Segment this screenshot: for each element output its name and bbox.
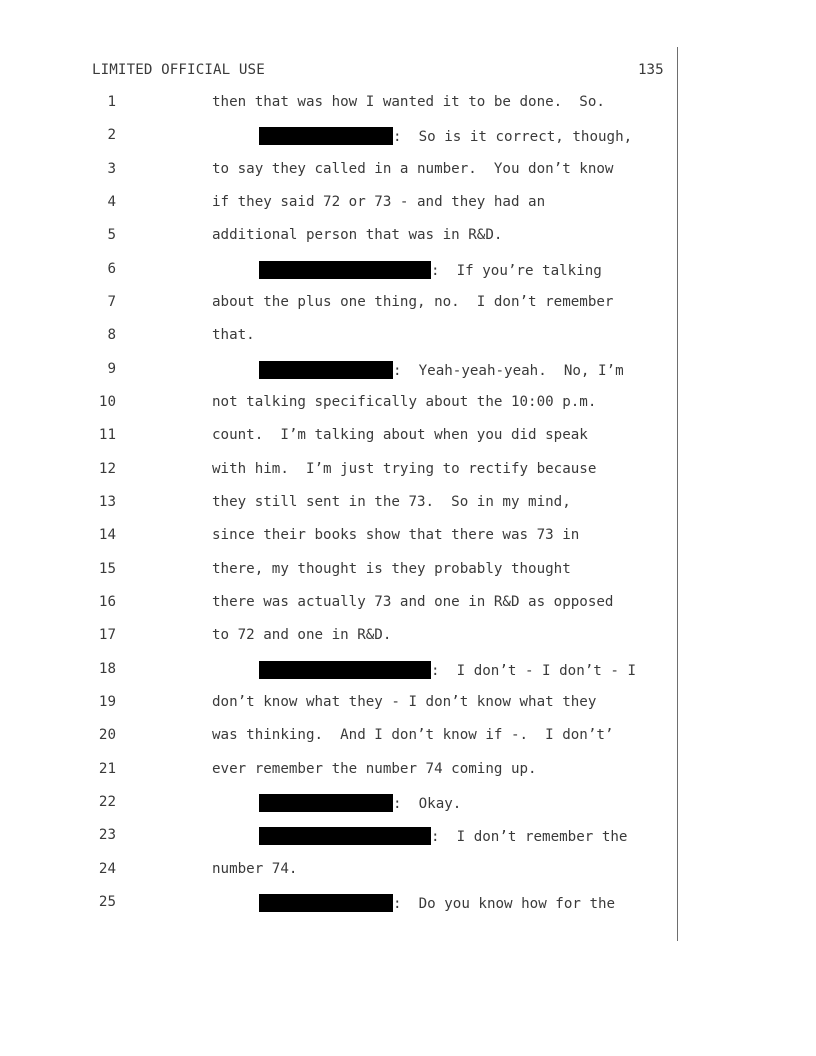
line-number: 15	[98, 560, 116, 577]
redaction-bar	[259, 261, 431, 279]
line-text: : Yeah-yeah-yeah. No, I’m	[393, 362, 624, 379]
line-number: 8	[107, 327, 116, 344]
line-text: that.	[212, 327, 255, 344]
classification-header: LIMITED OFFICIAL USE	[92, 62, 265, 78]
line-text: : If you’re talking	[431, 262, 602, 279]
line-number: 1	[107, 94, 116, 110]
page-number: 135	[638, 62, 664, 78]
transcript-line	[0, 261, 816, 281]
transcript-line	[0, 594, 816, 614]
line-text: about the plus one thing, no. I don’t remember	[212, 293, 614, 310]
line-text: : I don’t remember the	[431, 829, 628, 846]
line-number: 23	[98, 827, 116, 844]
transcript-line	[0, 127, 816, 147]
line-number: 11	[98, 427, 116, 444]
transcript-line	[0, 494, 816, 514]
transcript-line	[0, 827, 816, 847]
transcript-line	[0, 294, 816, 314]
line-number: 20	[98, 727, 116, 744]
line-text: with him. I’m just trying to rectify because	[212, 460, 597, 477]
line-text: to say they called in a number. You don’t know	[212, 160, 614, 177]
transcript-line	[0, 194, 816, 214]
line-text: : I don’t - I don’t - I	[431, 662, 636, 679]
transcript-line	[0, 627, 816, 647]
line-text: : So is it correct, though,	[393, 129, 633, 146]
line-number: 12	[98, 460, 116, 477]
transcript-line	[0, 861, 816, 881]
line-text: don’t know what they - I don’t know what they	[212, 693, 597, 710]
line-text: if they said 72 or 73 - and they had an	[212, 193, 546, 210]
line-number: 21	[98, 760, 116, 777]
line-text: count. I’m talking about when you did speak	[212, 427, 588, 444]
line-text: then that was how I wanted it to be done. So.	[212, 94, 605, 110]
line-text: additional person that was in R&D.	[212, 227, 503, 244]
speaker-line	[259, 261, 602, 279]
line-number: 6	[107, 260, 116, 277]
transcript-line	[0, 761, 816, 781]
redaction-bar	[259, 827, 431, 845]
speaker-line	[259, 661, 636, 679]
line-number: 14	[98, 527, 116, 544]
speaker-line	[259, 827, 627, 845]
transcript-line	[0, 694, 816, 714]
redaction-bar	[259, 894, 393, 912]
transcript-line	[0, 227, 816, 247]
line-text: there was actually 73 and one in R&D as opposed	[212, 593, 614, 610]
redaction-bar	[259, 127, 393, 145]
line-number: 22	[98, 793, 116, 810]
line-text: : Do you know how for the	[393, 895, 616, 912]
transcript-line	[0, 727, 816, 747]
transcript-line	[0, 561, 816, 581]
transcript-line	[0, 894, 816, 914]
line-number: 5	[107, 227, 116, 244]
line-number: 4	[107, 193, 116, 210]
line-text: to 72 and one in R&D.	[212, 627, 392, 644]
line-number: 17	[98, 627, 116, 644]
line-number: 3	[107, 160, 116, 177]
line-number: 18	[98, 660, 116, 677]
speaker-line	[259, 794, 461, 812]
transcript-line	[0, 461, 816, 481]
line-number: 13	[98, 493, 116, 510]
transcript-line	[0, 394, 816, 414]
line-text: there, my thought is they probably thought	[212, 560, 571, 577]
line-text: was thinking. And I don’t know if -. I don’t’	[212, 727, 614, 744]
line-number: 25	[98, 893, 116, 910]
line-number: 7	[107, 293, 116, 310]
speaker-line	[259, 361, 624, 379]
line-text: they still sent in the 73. So in my mind,	[212, 493, 571, 510]
speaker-line	[259, 894, 615, 912]
line-text: since their books show that there was 73 in	[212, 527, 580, 544]
line-text: number 74.	[212, 860, 298, 877]
transcript-line	[0, 794, 816, 814]
redaction-bar	[259, 794, 393, 812]
line-text: ever remember the number 74 coming up.	[212, 760, 537, 777]
line-text: not talking specifically about the 10:00 p.m.	[212, 393, 597, 410]
redaction-bar	[259, 361, 393, 379]
transcript-line	[0, 94, 816, 114]
line-number: 10	[98, 393, 116, 410]
redaction-bar	[259, 661, 431, 679]
transcript-line	[0, 361, 816, 381]
line-number: 24	[98, 860, 116, 877]
speaker-line	[259, 127, 632, 145]
transcript-line	[0, 661, 816, 681]
line-number: 16	[98, 593, 116, 610]
line-text: : Okay.	[393, 795, 462, 812]
transcript-line	[0, 527, 816, 547]
line-number: 2	[107, 127, 116, 144]
transcript-line	[0, 327, 816, 347]
transcript-line	[0, 161, 816, 181]
transcript-line	[0, 427, 816, 447]
line-number: 19	[98, 693, 116, 710]
line-number: 9	[107, 360, 116, 377]
